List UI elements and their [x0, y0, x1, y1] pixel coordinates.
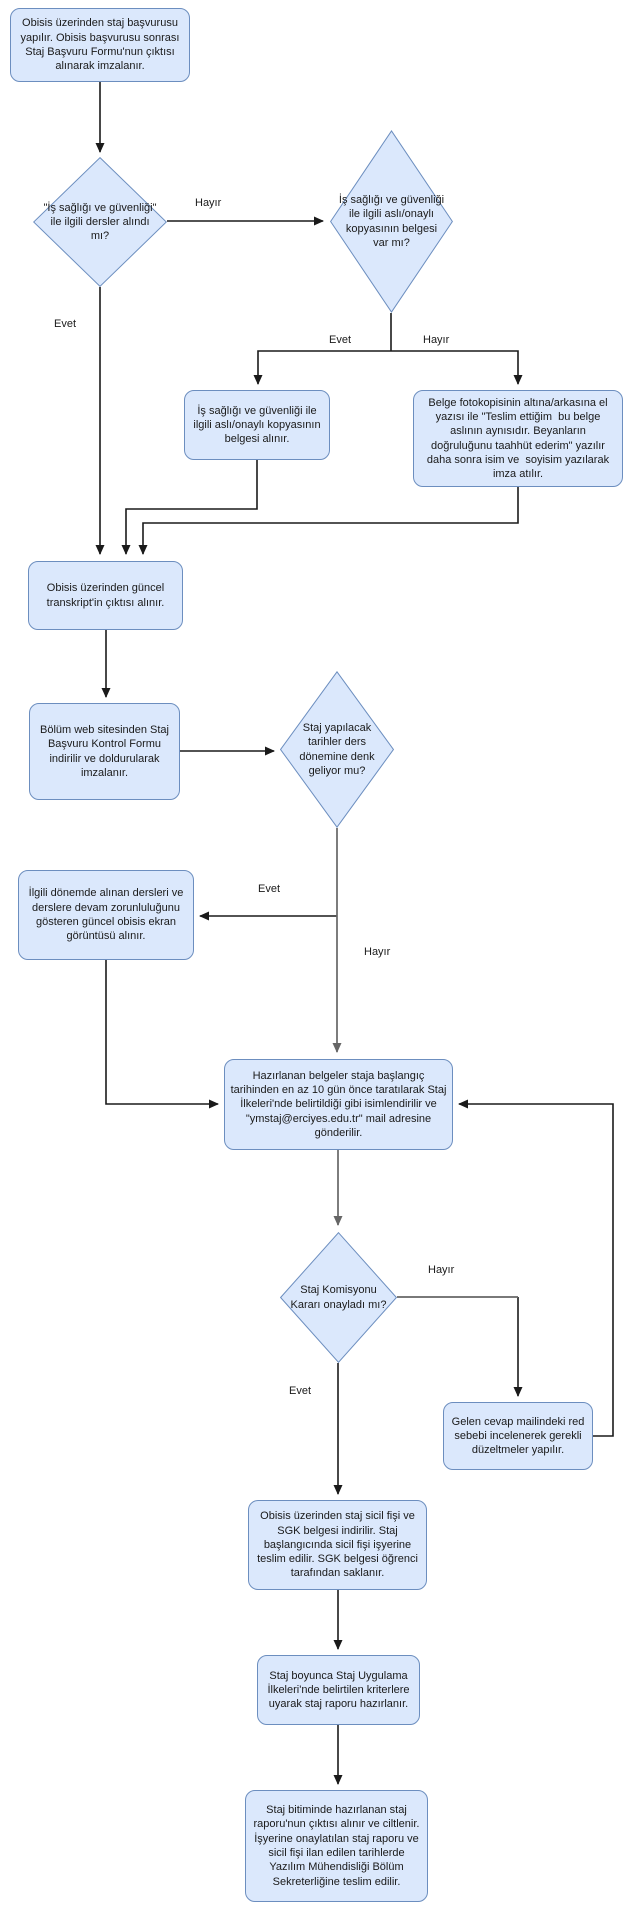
decision-tarihler-denk-text: Staj yapılacak tarihler ders dönemine denk geliyor mu?	[299, 721, 378, 777]
node-fotokopi-taahhut-text: Belge fotokopisinin altına/arkasına el yazısı ile "Teslim ettiğim bu belge aslının aynısıdır. Beyanların doğruluğunu taahhüt ederim" yazılır daha sonra isim ve soyisim yazılarak imza atılır.	[426, 396, 613, 481]
decision-dersler-alindi	[33, 157, 167, 287]
edge-belge-alinir-to-transkript	[126, 460, 257, 554]
node-duzeltme-text: Gelen cevap mailindeki red sebebi incelenerek gerekli düzeltmeler yapılır.	[451, 1415, 588, 1457]
node-kontrol-formu	[29, 703, 180, 800]
edge-ekran-to-mail	[106, 960, 218, 1104]
edge-label-belge-yes: Evet	[329, 334, 352, 346]
node-rapor-hazirla	[257, 1655, 420, 1725]
node-transkript	[28, 561, 183, 630]
node-belge-alinir	[184, 390, 330, 460]
node-belge-alinir-text: İş sağlığı ve güvenliği ile ilgili aslı/onaylı kopyasının belgesi alınır.	[193, 404, 324, 446]
edge-fotokopi-to-transkript	[143, 487, 518, 554]
node-staj-basvurusu	[10, 8, 190, 82]
edge-label-tarihler-yes: Evet	[258, 883, 281, 895]
node-teslim-text: Staj bitiminde hazırlanan staj raporu'nun çıktısı alınır ve ciltlenir. İşyerine onaylatılan staj raporu ve sicil fişi ilan edilen tarihlerde Yazılım Mühendisliği Bölüm Sekreterliğine teslim edilir.	[253, 1804, 423, 1888]
edge-label-dersler-no: Hayır	[195, 197, 222, 209]
decision-belge-var-mi-text: İş sağlığı ve güvenliği ile ilgili aslı/onaylı kopyasının belgesi var mı?	[338, 193, 448, 249]
edge-label-belge-no: Hayır	[423, 334, 450, 346]
edge-label-dersler-yes: Evet	[54, 318, 77, 330]
edge-label-komisyon-no: Hayır	[428, 1264, 455, 1276]
node-fotokopi-taahhut	[413, 390, 623, 487]
node-rapor-hazirla-text: Staj boyunca Staj Uygulama İlkeleri'nde belirtilen kriterlere uyarak staj raporu hazırlanır.	[267, 1669, 413, 1711]
decision-dersler-alindi-text: "İş sağlığı ve güvenliği" ile ilgili dersler alındı mı?	[43, 201, 160, 243]
node-teslim	[245, 1790, 428, 1902]
node-ekran-goruntusu-text: İlgili dönemde alınan dersleri ve derslere devam zorunluluğunu gösteren güncel obisis ekran görüntüsü alınır.	[28, 887, 187, 943]
decision-komisyon-onay	[280, 1232, 397, 1363]
node-staj-basvurusu-text: Obisis üzerinden staj başvurusu yapılır. Obisis başvurusu sonrası Staj Başvuru Formu'nun çıktısı alınarak imzalanır.	[20, 17, 183, 73]
edge-q-belge-no	[391, 351, 518, 384]
node-kontrol-formu-text: Bölüm web sitesinden Staj Başvuru Kontrol Formu indirilir ve doldurularak imzalanır.	[39, 723, 173, 779]
edge-duzeltme-feedback	[459, 1104, 613, 1436]
node-belgeler-mail-text: Hazırlanan belgeler staja başlangıç tarihinden en az 10 gün önce taratılarak Staj İlkeleri'nde belirtildiği gibi isimlendirilir ve "ymstaj@erciyes.edu.tr" mail adresine gönderilir.	[230, 1069, 450, 1139]
edge-q-belge-yes	[258, 351, 391, 384]
edge-label-komisyon-yes: Evet	[289, 1385, 312, 1397]
node-transkript-text: Obisis üzerinden güncel transkript'in çıktısı alınır.	[46, 582, 168, 609]
node-sicil-sgk-text: Obisis üzerinden staj sicil fişi ve SGK belgesi indirilir. Staj başlangıcında sicil fişi işyerine teslim edilir. SGK belgesi öğrenci tarafından saklanır.	[257, 1510, 421, 1580]
decision-komisyon-onay-text: Staj Komisyonu Kararı onayladı mı?	[290, 1284, 387, 1311]
node-duzeltme	[443, 1402, 593, 1470]
edge-label-tarihler-no: Hayır	[364, 946, 391, 958]
decision-tarihler-denk	[280, 671, 394, 828]
node-ekran-goruntusu	[18, 870, 194, 960]
node-belgeler-mail	[224, 1059, 453, 1150]
node-sicil-sgk	[248, 1500, 427, 1590]
decision-belge-var-mi	[330, 130, 453, 313]
